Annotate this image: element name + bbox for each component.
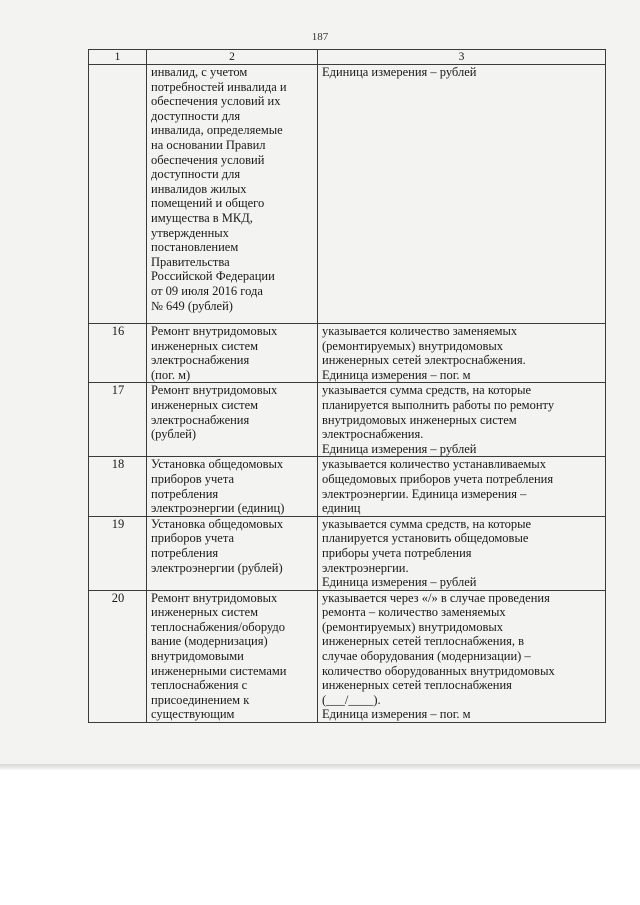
row-description: Единица измерения – рублей: [318, 65, 606, 324]
row-number: [89, 65, 147, 324]
scan-edge: [0, 764, 640, 770]
row-number: 18: [89, 457, 147, 516]
row-name: Ремонт внутридомовых инженерных систем теплоснабжения/оборудо вание (модернизация) внутридомовыми инженерными системами теплоснабжения с присоединением к существующим: [147, 590, 318, 722]
row-description: указывается количество заменяемых (ремонтируемых) внутридомовых инженерных сетей электроснабжения. Единица измерения – пог. м: [318, 324, 606, 383]
row-number: 20: [89, 590, 147, 722]
row-description: указывается сумма средств, на которые планируется выполнить работы по ремонту внутридомовых инженерных систем электроснабжения. Единица измерения – рублей: [318, 383, 606, 457]
row-name: инвалид, с учетом потребностей инвалида и обеспечения условий их доступности для инвалида, определяемые на основании Правил обеспечения условий доступности для инвалидов жилых помещений и общего имущества в МКД, утвержденных постановлением Правительства Российской Федерации от 09 июля 2016 года № 649 (рублей): [147, 65, 318, 324]
table-row: [89, 383, 606, 457]
row-name: Установка общедомовых приборов учета потребления электроэнергии (рублей): [147, 516, 318, 590]
header-col-3: 3: [318, 50, 606, 65]
row-description: указывается количество устанавливаемых общедомовых приборов учета потребления электроэнергии. Единица измерения – единиц: [318, 457, 606, 516]
table-row: [89, 324, 606, 383]
row-description: указывается сумма средств, на которые планируется установить общедомовые приборы учета потребления электроэнергии. Единица измерения – рублей: [318, 516, 606, 590]
table-header-row: [89, 50, 606, 65]
row-number: 19: [89, 516, 147, 590]
row-description: указывается через «/» в случае проведения ремонта – количество заменяемых (ремонтируемых) внутридомовых инженерных сетей теплоснабжения, в случае оборудования (модернизации) – количество оборудованных внутридомовых инженерных сетей теплоснабжения (___/____). Единица измерения – пог. м: [318, 590, 606, 722]
table-row: [89, 457, 606, 516]
table-row: [89, 590, 606, 722]
page-number: 187: [311, 31, 329, 43]
table-row: [89, 65, 606, 324]
header-col-2: 2: [147, 50, 318, 65]
header-col-1: 1: [89, 50, 147, 65]
row-name: Установка общедомовых приборов учета потребления электроэнергии (единиц): [147, 457, 318, 516]
row-number: 17: [89, 383, 147, 457]
document-table: [88, 49, 606, 723]
table-row: [89, 516, 606, 590]
row-number: 16: [89, 324, 147, 383]
row-name: Ремонт внутридомовых инженерных систем электроснабжения (рублей): [147, 383, 318, 457]
row-name: Ремонт внутридомовых инженерных систем электроснабжения (пог. м): [147, 324, 318, 383]
